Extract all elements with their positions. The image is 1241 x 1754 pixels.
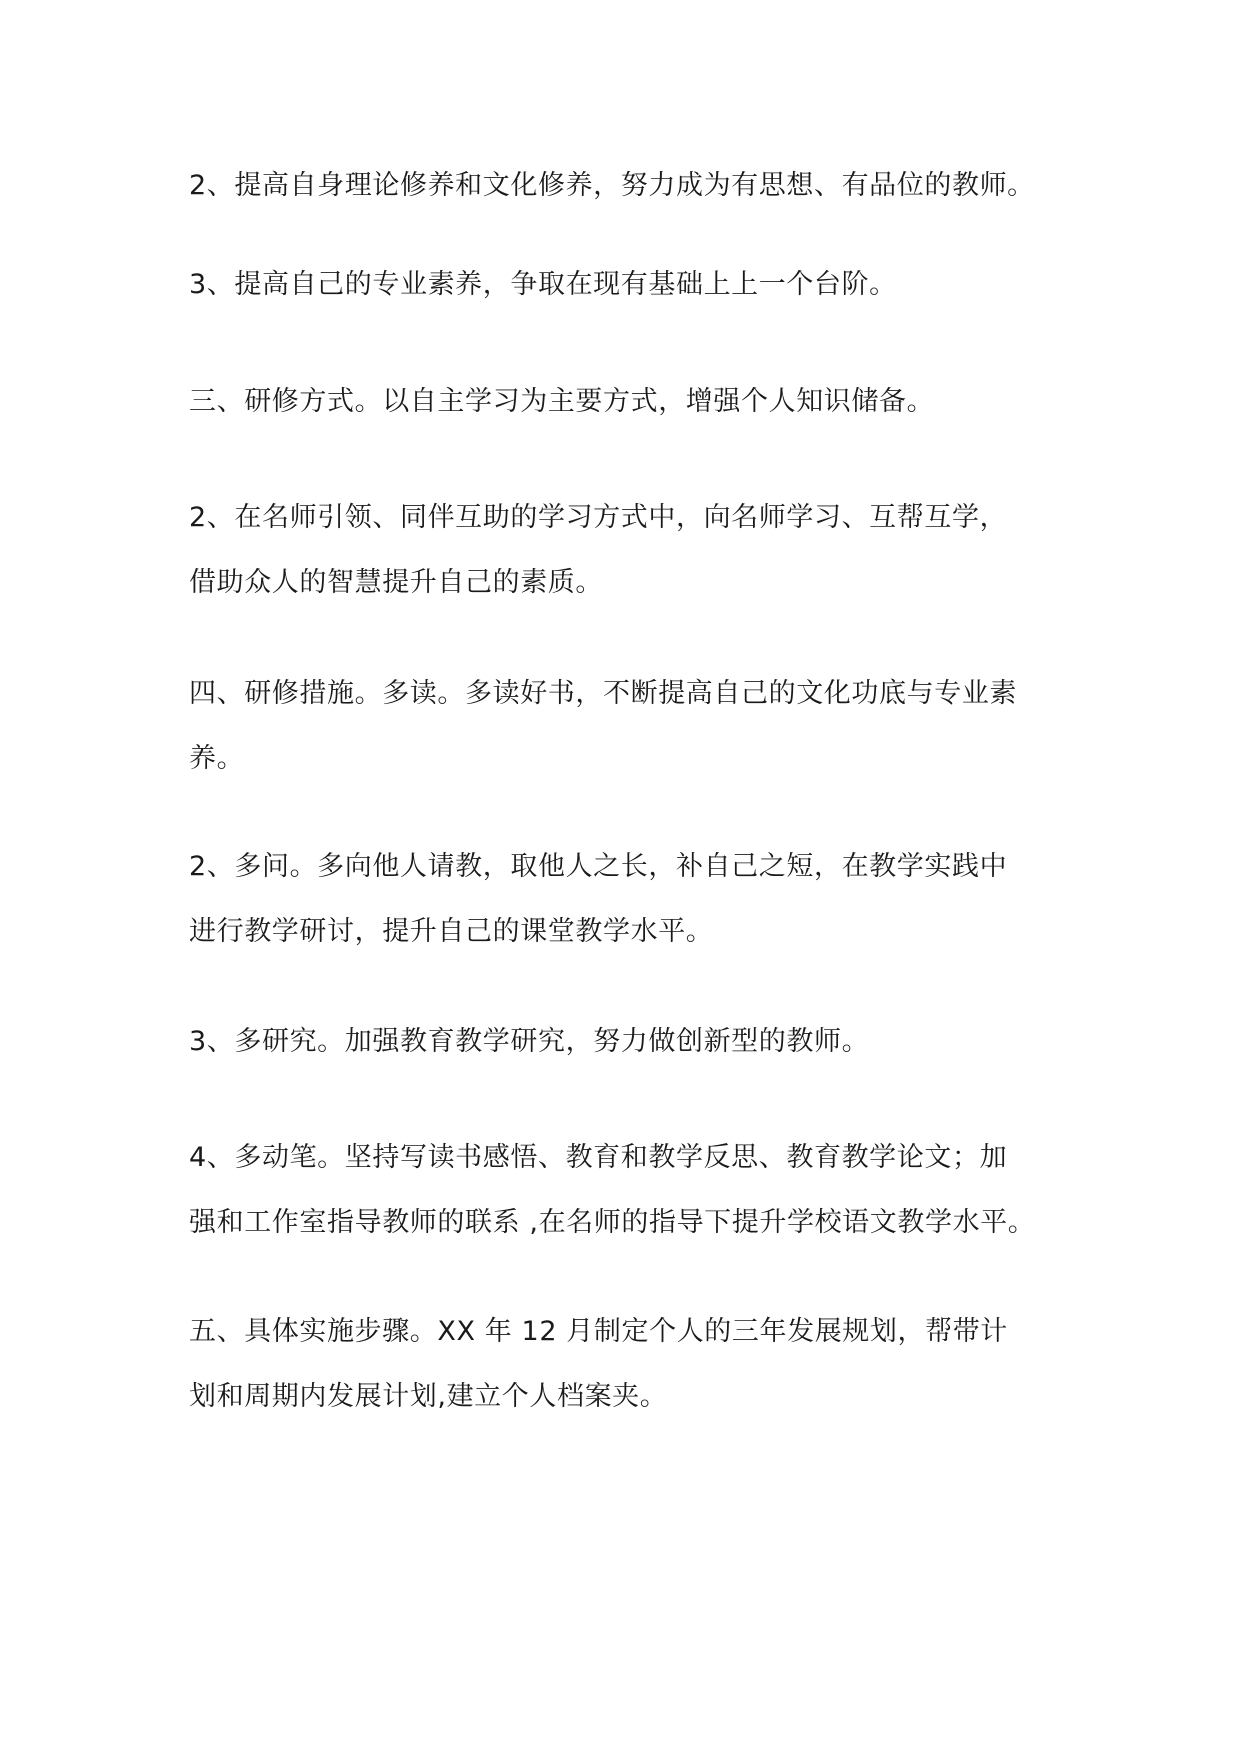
paragraph-measure-2 (189, 834, 1089, 964)
text-line: 四、研修措施。多读。多读好书，不断提高自己的文化功底与专业素 (189, 678, 1017, 709)
section-heading-study-method (189, 369, 1089, 434)
text-line: 2、在名师引领、同伴互助的学习方式中，向名师学习、互帮互学， (189, 502, 1008, 533)
paragraph-method-2 (189, 485, 1089, 615)
paragraph-measure-3 (189, 1009, 1089, 1074)
paragraph-measure-4 (189, 1125, 1089, 1255)
text-line: 划和周期内发展计划,建立个人档案夹。 (189, 1381, 668, 1412)
paragraph-goal-3 (189, 252, 1089, 317)
text-line: 五、具体实施步骤。XX 年 12 月制定个人的三年发展规划，帮带计 (189, 1316, 1008, 1347)
text-line: 进行教学研讨，提升自己的课堂教学水平。 (189, 916, 714, 947)
section-heading-study-measures (189, 661, 1089, 791)
paragraph-goal-2 (189, 153, 1089, 218)
text-line: 强和工作室指导教师的联系 ,在名师的指导下提升学校语文教学水平。 (189, 1207, 1036, 1238)
text-line: 3、提高自己的专业素养，争取在现有基础上上一个台阶。 (189, 269, 897, 300)
text-line: 养。 (189, 743, 245, 774)
text-line: 借助众人的智慧提升自己的素质。 (189, 567, 603, 598)
section-heading-implementation-steps (189, 1299, 1089, 1429)
text-line: 三、研修方式。以自主学习为主要方式，增强个人知识储备。 (189, 386, 935, 417)
text-line: 3、多研究。加强教育教学研究，努力做创新型的教师。 (189, 1026, 870, 1057)
text-line: 2、提高自身理论修养和文化修养，努力成为有思想、有品位的教师。 (189, 170, 1035, 201)
text-line: 2、多问。多向他人请教，取他人之长，补自己之短，在教学实践中 (189, 851, 1008, 882)
text-line: 4、多动笔。坚持写读书感悟、教育和教学反思、教育教学论文；加 (189, 1142, 1008, 1173)
